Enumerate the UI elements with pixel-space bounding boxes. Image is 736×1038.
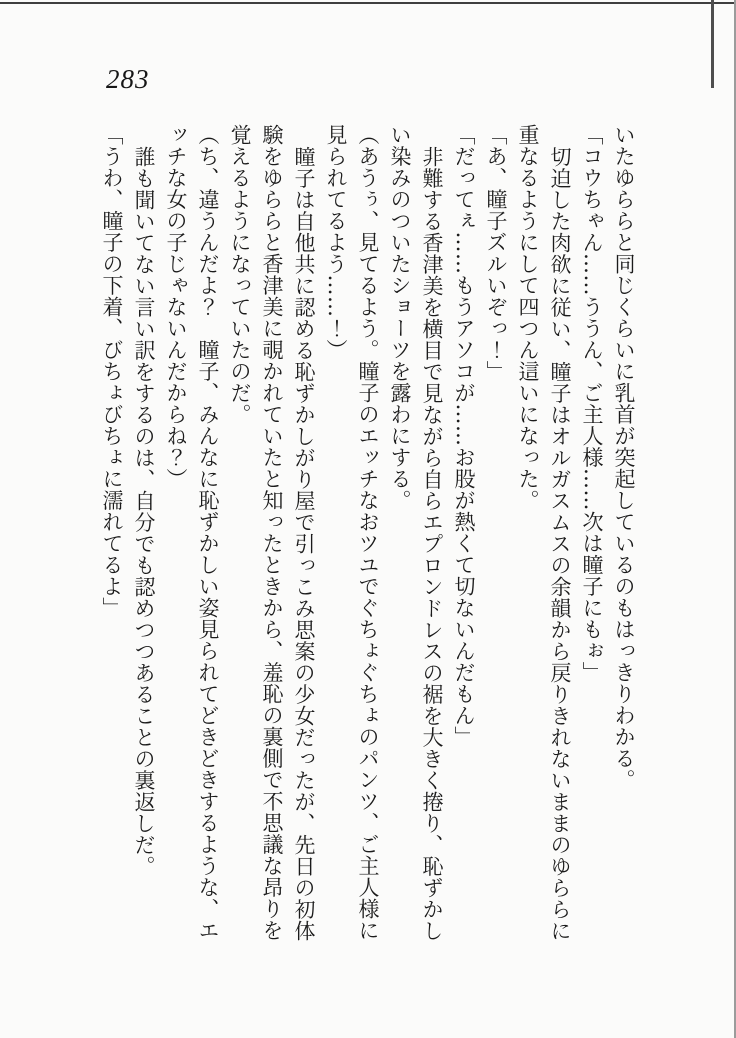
scan-top-edge-line [0, 2, 736, 4]
text-column: 「コウちゃん……ううん、ご主人様……次は瞳子にもぉ」 [580, 124, 604, 683]
text-column: いたゆららと同じくらいに乳首が突起しているのもはっきりわかる。 [612, 124, 636, 791]
text-column: 見られてるよう……！） [324, 124, 348, 361]
text-column: 切迫した肉欲に従い、瞳子はオルガスムスの余韻から戻りきれないままのゆららに [548, 145, 572, 941]
text-column: 「あ、瞳子ズルいぞっ！」 [484, 124, 508, 382]
text-column: 「うわ、瞳子の下着、びちょびちょに濡れてるよ」 [100, 124, 124, 619]
text-column: 誰も聞いてない言い訳をするのは、自分でも認めつつあることの裏返しだ。 [132, 145, 156, 877]
text-column: （あうぅ、見てるよう。瞳子のエッチなおツユでぐちょぐちょのパンツ、ご主人様に [356, 124, 380, 941]
text-column: い染みのついたショーツを露わにする。 [388, 124, 412, 511]
page-text [96, 124, 640, 968]
page-number: 283 [106, 64, 150, 94]
text-column: 「だってぇ……もうアソコが……お股が熱くて切ないんだもん」 [452, 124, 476, 748]
text-column: 験をゆららと香津美に覗かれていたと知ったときから、羞恥の裏側で不思議な昂りを [260, 124, 284, 941]
text-column: ッチな女の子じゃないんだからね？） [164, 124, 188, 490]
text-column: 覚えるようになっていたのだ。 [228, 124, 252, 425]
text-column: 非難する香津美を横目で見ながら自らエプロンドレスの裾を大きく捲り、恥ずかし [420, 145, 444, 941]
text-column: 瞳子は自他共に認める恥ずかしがり屋で引っこみ思案の少女だったが、先日の初体 [292, 145, 316, 941]
scan-right-edge-artifact [711, 0, 714, 88]
text-column: 重なるようにして四つん這いになった。 [516, 124, 540, 511]
text-column: （ち、違うんだよ？ 瞳子、みんなに恥ずかしい姿見られてどきどきするような、エ [196, 124, 220, 941]
